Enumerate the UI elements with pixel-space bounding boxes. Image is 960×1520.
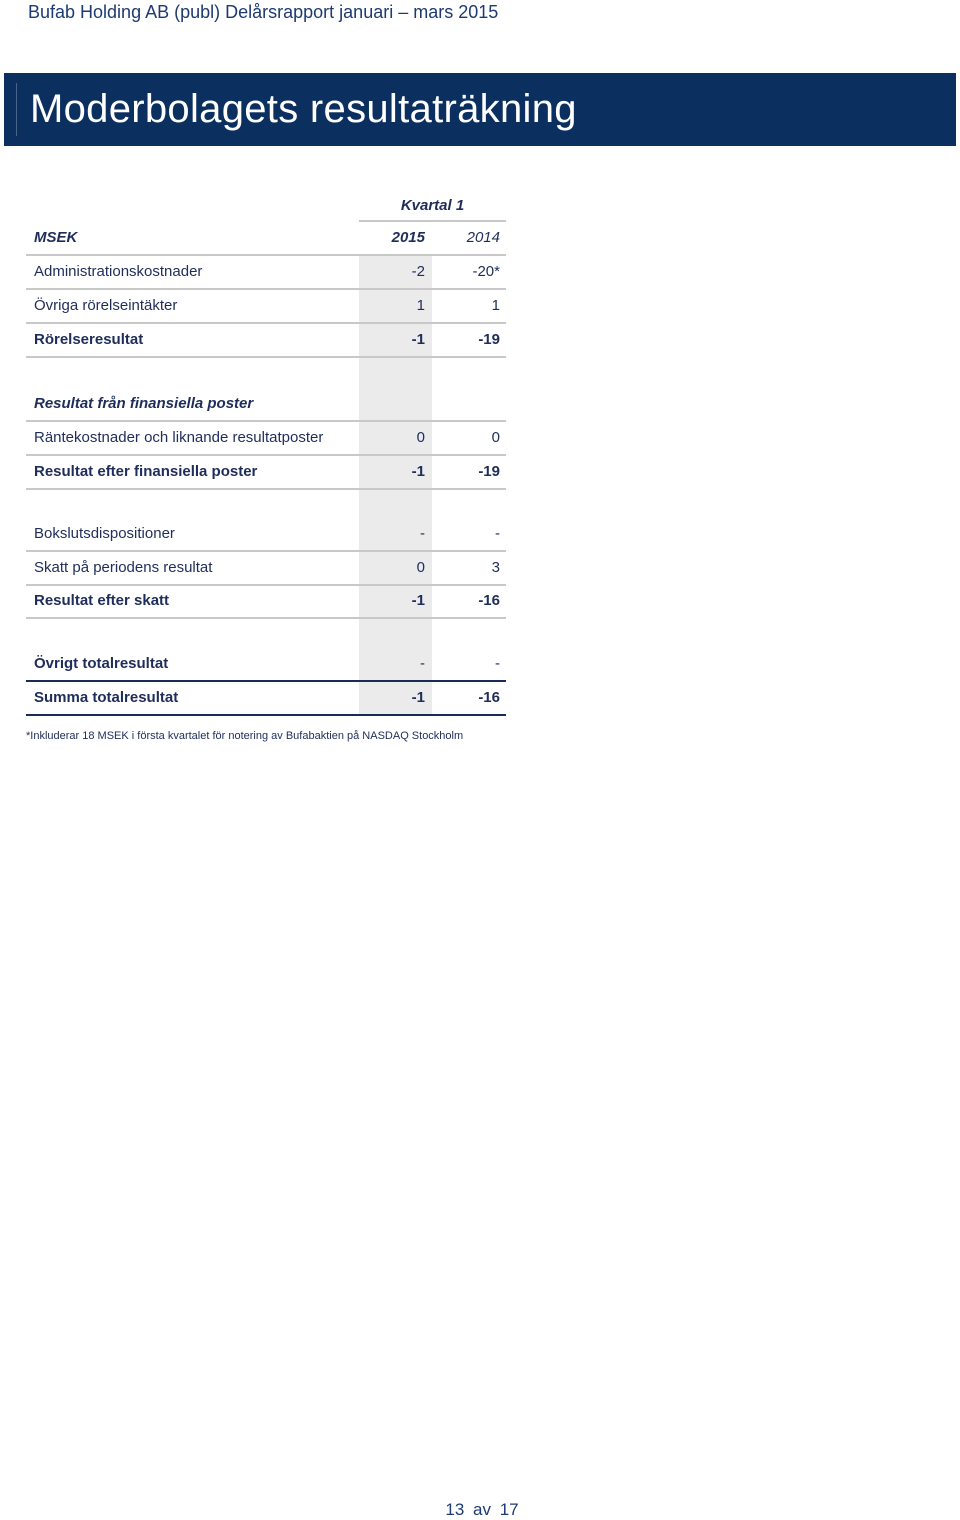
value-2014: -19	[478, 463, 500, 480]
value-2014: -	[495, 525, 500, 542]
table-header-row	[26, 222, 506, 256]
period-header-label: Kvartal 1	[400, 197, 465, 214]
value-2015: -1	[411, 689, 425, 706]
column-2014-header: 2014	[466, 229, 500, 246]
row-label: Resultat efter finansiella poster	[34, 463, 258, 480]
row-label: Övrigt totalresultat	[34, 655, 169, 672]
row-label: Resultat efter skatt	[34, 592, 170, 609]
value-2014: -19	[478, 331, 500, 348]
value-2015: -2	[411, 263, 425, 280]
table-row	[26, 648, 506, 682]
table-row-subtotal	[26, 585, 506, 619]
table-row-total	[26, 682, 506, 716]
value-2014: -20*	[472, 263, 500, 280]
value-2014: -16	[478, 689, 500, 706]
value-2014: -	[495, 655, 500, 672]
value-2014: 1	[491, 297, 500, 314]
banner-divider	[16, 83, 17, 136]
page-number	[0, 1500, 960, 1520]
page-separator: av	[473, 1500, 491, 1519]
row-label: Övriga rörelseintäkter	[34, 297, 178, 314]
value-2015: 0	[416, 429, 425, 446]
value-2015: 0	[416, 559, 425, 576]
unit-label: MSEK	[34, 229, 78, 246]
row-label: Rörelseresultat	[34, 331, 144, 348]
period-header	[359, 188, 506, 222]
row-label: Summa totalresultat	[34, 689, 179, 706]
page-current: 13	[445, 1500, 465, 1519]
table-row	[26, 290, 506, 324]
column-2015-header: 2015	[391, 229, 425, 246]
page-title: Moderbolagets resultaträkning	[30, 87, 577, 131]
value-2015: 1	[416, 297, 425, 314]
page-total: 17	[499, 1500, 519, 1519]
row-label: Räntekostnader och liknande resultatposter	[34, 429, 324, 446]
section-heading: Resultat från finansiella poster	[34, 395, 254, 412]
footnote: *Inkluderar 18 MSEK i första kvartalet för notering av Bufabaktien på NASDAQ Stockholm	[26, 730, 464, 742]
section-heading-row	[26, 388, 506, 422]
value-2014: -16	[478, 592, 500, 609]
table-row	[26, 552, 506, 586]
value-2015: -	[420, 525, 425, 542]
table-row-subtotal	[26, 456, 506, 490]
row-label: Skatt på periodens resultat	[34, 559, 213, 576]
row-label: Administrationskostnader	[34, 263, 203, 280]
value-2015: -1	[411, 463, 425, 480]
table-row	[26, 256, 506, 290]
title-banner	[4, 73, 956, 146]
value-2014: 3	[491, 559, 500, 576]
value-2015: -1	[411, 331, 425, 348]
table-row-subtotal	[26, 324, 506, 358]
table-row	[26, 518, 506, 552]
row-label: Bokslutsdispositioner	[34, 525, 175, 542]
value-2015: -	[420, 655, 425, 672]
value-2015: -1	[411, 592, 425, 609]
running-header: Bufab Holding AB (publ) Delårsrapport januari – mars 2015	[28, 2, 499, 22]
value-2014: 0	[491, 429, 500, 446]
table-row	[26, 422, 506, 456]
